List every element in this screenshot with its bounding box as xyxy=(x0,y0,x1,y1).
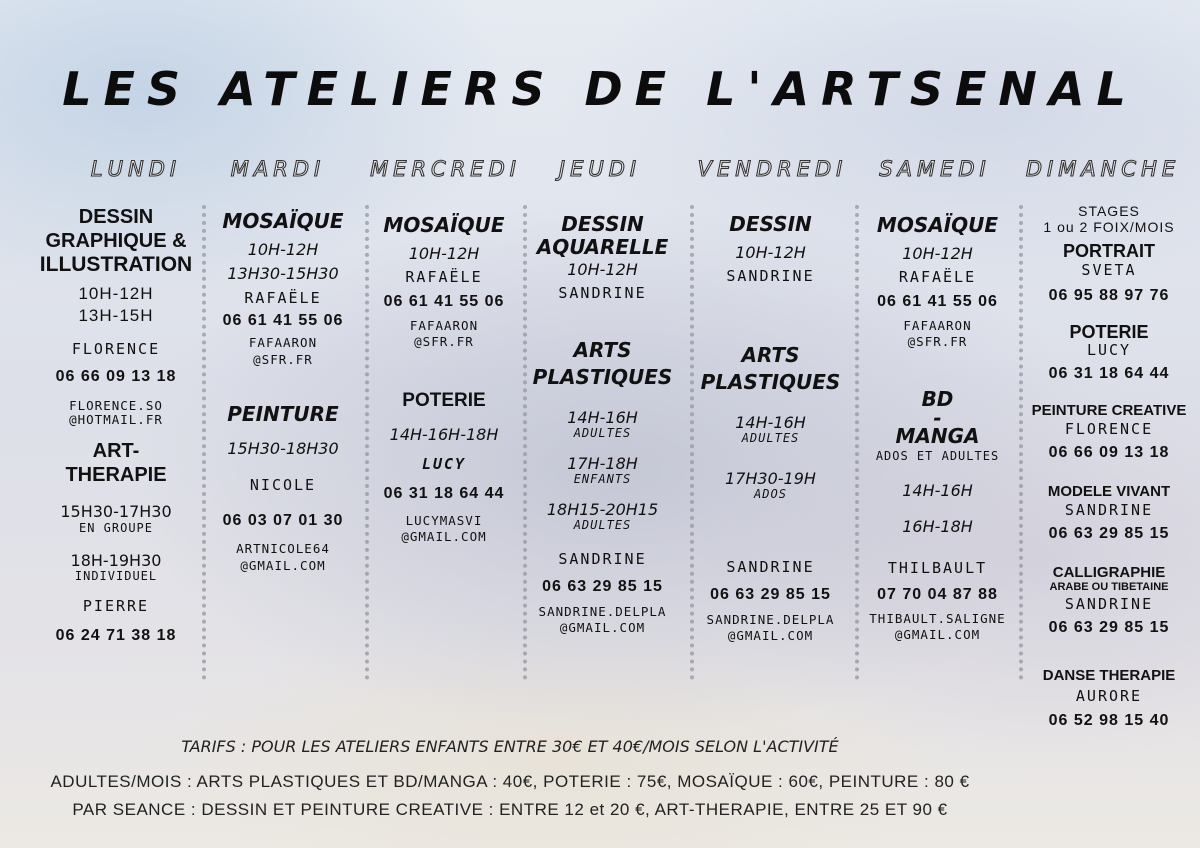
schedule-time: 18H-19H30 xyxy=(70,550,162,570)
session-note: ADOS xyxy=(754,487,787,502)
instructor-name: SANDRINE xyxy=(1064,500,1154,519)
email-address: THIBAULT.SALIGNE xyxy=(869,611,1006,626)
phone-number: 06 03 07 01 30 xyxy=(222,511,344,529)
tarifs-adultes: ADULTES/MOIS : ARTS PLASTIQUES ET BD/MANGA : 40€, POTERIE : 75€, MOSAÏQUE : 60€, PEINTURE : 80 € xyxy=(50,772,970,791)
session-note: ADULTES xyxy=(741,431,800,446)
schedule-time: 10H-12H xyxy=(902,244,973,263)
workshop-title: MOSAÏQUE xyxy=(876,213,999,237)
workshop-title: MOSAÏQUE xyxy=(383,213,505,237)
workshop-title: PEINTURE xyxy=(227,402,339,427)
workshop-title: ART- xyxy=(92,440,140,463)
workshop-title: DESSIN xyxy=(729,212,812,236)
phone-number: 06 61 41 55 06 xyxy=(222,312,344,330)
instructor-name: LUCY xyxy=(1086,341,1132,360)
column-samedi xyxy=(855,214,1020,643)
phone-number: 06 66 09 13 18 xyxy=(1048,444,1170,462)
session-note: ENFANTS xyxy=(573,472,632,487)
email-address: @GMAIL.COM xyxy=(559,620,646,636)
day-header-samedi: SAMEDI xyxy=(879,157,991,181)
workshop-title: POTERIE xyxy=(402,389,486,411)
workshop-title: DESSIN xyxy=(78,206,154,228)
email-address: FAFAARON xyxy=(248,335,318,351)
workshop-title: POTERIE xyxy=(1069,321,1149,342)
stages-frequency: 1 ou 2 FOIX/MOIS xyxy=(1043,219,1175,236)
instructor-name: SVETA xyxy=(1081,260,1137,279)
schedule-time: 10H-12H xyxy=(78,284,154,303)
instructor-name: SANDRINE xyxy=(726,558,815,577)
phone-number: 06 66 09 13 18 xyxy=(55,368,177,386)
workshop-title: PEINTURE CREATIVE xyxy=(1031,401,1187,419)
stages-label: STAGES xyxy=(1078,203,1140,219)
session-note: INDIVIDUEL xyxy=(74,568,158,583)
page-title: LES ATELIERS DE L'ARTSENAL xyxy=(62,62,1138,116)
workshop-title: THERAPIE xyxy=(65,464,167,487)
instructor-name: NICOLE xyxy=(249,475,317,494)
email-address: LUCYMASVI xyxy=(405,512,483,528)
instructor-name: RAFAËLE xyxy=(405,268,483,287)
email-address: FAFAARON xyxy=(409,318,479,334)
email-address: @GMAIL.COM xyxy=(727,628,814,644)
schedule-time: 10H-12H xyxy=(408,244,480,263)
day-header-dimanche: DIMANCHE xyxy=(1025,157,1181,181)
phone-number: 06 63 29 85 15 xyxy=(542,578,663,596)
instructor-name: RAFAËLE xyxy=(898,268,977,287)
email-address: SANDRINE.DELPLA xyxy=(706,611,835,627)
email-address: @SFR.FR xyxy=(253,351,313,367)
column-mardi xyxy=(203,210,363,573)
email-address: FLORENCE.SO xyxy=(69,397,163,413)
phone-number: 06 61 41 55 06 xyxy=(877,292,998,310)
phone-number: 06 31 18 64 44 xyxy=(1048,365,1170,383)
schedule-time: 18H15-20H15 xyxy=(546,500,659,520)
workshop-title: PLASTIQUES xyxy=(700,369,841,394)
workshop-title: - xyxy=(933,405,942,430)
instructor-name: FLORENCE xyxy=(1064,420,1154,439)
session-note: ADULTES xyxy=(573,426,632,441)
instructor-name: SANDRINE xyxy=(1064,594,1154,613)
phone-number: 06 95 88 97 76 xyxy=(1048,287,1170,305)
session-note: ADULTES xyxy=(573,518,632,533)
phone-number: 06 24 71 38 18 xyxy=(55,627,177,645)
email-address: @GMAIL.COM xyxy=(894,627,981,643)
instructor-name: RAFAËLE xyxy=(244,288,322,307)
phone-number: 06 63 29 85 15 xyxy=(1048,618,1170,636)
workshop-title: DESSIN xyxy=(561,212,644,236)
schedule-time: 17H-18H xyxy=(567,453,638,473)
workshop-title: DANSE THERAPIE xyxy=(1042,667,1176,685)
schedule-time: 14H-16H xyxy=(567,407,638,427)
column-mercredi xyxy=(364,214,524,544)
schedule-time: 10H-12H xyxy=(247,240,319,259)
schedule-time: 10H-12H xyxy=(735,243,806,262)
day-header-mercredi: MERCREDI xyxy=(370,157,521,181)
day-header-vendredi: VENDREDI xyxy=(697,157,848,181)
schedule-time: 17H30-19H xyxy=(725,468,816,488)
instructor-name: SANDRINE xyxy=(558,550,647,569)
phone-number: 06 31 18 64 44 xyxy=(383,485,505,503)
session-note: ADOS ET ADULTES xyxy=(875,448,1000,463)
email-address: @HOTMAIL.FR xyxy=(69,412,163,428)
workshop-title: ARTS xyxy=(741,342,800,367)
email-address: @SFR.FR xyxy=(907,334,968,350)
column-vendredi xyxy=(688,213,853,643)
email-address: @SFR.FR xyxy=(414,334,474,350)
workshop-title: PLASTIQUES xyxy=(532,364,673,389)
schedule-time: 14H-16H xyxy=(902,480,973,500)
day-header-mardi: MARDI xyxy=(230,157,326,181)
instructor-name: PIERRE xyxy=(82,596,150,615)
phone-number: 06 61 41 55 06 xyxy=(383,292,505,310)
workshop-title: ILLUSTRATION xyxy=(39,253,193,276)
workshop-title: PORTRAIT xyxy=(1063,241,1155,262)
schedule-time: 15H30-17H30 xyxy=(60,502,172,522)
instructor-name: LUCY xyxy=(421,455,467,474)
email-address: ARTNICOLE64 xyxy=(236,541,330,557)
schedule-time: 16H-18H xyxy=(902,516,973,536)
workshop-title: MODELE VIVANT xyxy=(1047,482,1171,500)
phone-number: 06 63 29 85 15 xyxy=(710,586,831,604)
column-lundi xyxy=(36,205,196,645)
instructor-name: SANDRINE xyxy=(558,284,647,303)
workshop-title: CALLIGRAPHIE xyxy=(1052,563,1166,581)
workshop-subtitle: ARABE OU TIBETAINE xyxy=(1049,580,1169,593)
workshop-title: MOSAÏQUE xyxy=(222,209,344,233)
schedule-time: 14H-16H xyxy=(735,412,806,432)
schedule-time: 14H-16H-18H xyxy=(389,424,499,444)
session-note: EN GROUPE xyxy=(78,520,154,535)
instructor-name: AURORE xyxy=(1075,687,1143,706)
workshop-title: GRAPHIQUE & xyxy=(45,230,187,252)
day-header-lundi: LUNDI xyxy=(90,157,182,181)
email-address: SANDRINE.DELPLA xyxy=(538,603,667,619)
tarifs-seance: PAR SEANCE : DESSIN ET PEINTURE CREATIVE : ENTRE 12 et 20 €, ART-THERAPIE, ENTRE 25 ET 90 € xyxy=(72,800,948,819)
schedule-time: 15H30-18H30 xyxy=(227,439,339,459)
instructor-name: FLORENCE xyxy=(71,340,161,358)
schedule-time: 13H30-15H30 xyxy=(227,264,339,284)
instructor-name: SANDRINE xyxy=(726,267,815,286)
workshop-title: AQUARELLE xyxy=(536,235,669,259)
workshop-title: ARTS xyxy=(573,337,632,362)
workshop-title: MANGA xyxy=(895,423,980,448)
email-address: @GMAIL.COM xyxy=(240,557,326,573)
column-dimanche xyxy=(1022,203,1196,730)
instructor-name: THILBAULT xyxy=(887,559,988,578)
phone-number: 06 63 29 85 15 xyxy=(1048,525,1170,543)
tarifs-enfants: TARIFS : POUR LES ATELIERS ENFANTS ENTRE 30€ ET 40€/MOIS SELON L'ACTIVITÉ xyxy=(181,737,839,756)
schedule-time: 10H-12H xyxy=(567,260,638,279)
day-header-jeudi: JEUDI xyxy=(558,157,642,181)
email-address: FAFAARON xyxy=(903,318,972,334)
email-address: @GMAIL.COM xyxy=(401,529,487,545)
column-jeudi xyxy=(520,213,685,636)
workshop-title: BD xyxy=(921,386,954,411)
phone-number: 07 70 04 87 88 xyxy=(877,585,998,603)
phone-number: 06 52 98 15 40 xyxy=(1048,711,1170,729)
schedule-time: 13H-15H xyxy=(78,306,154,325)
